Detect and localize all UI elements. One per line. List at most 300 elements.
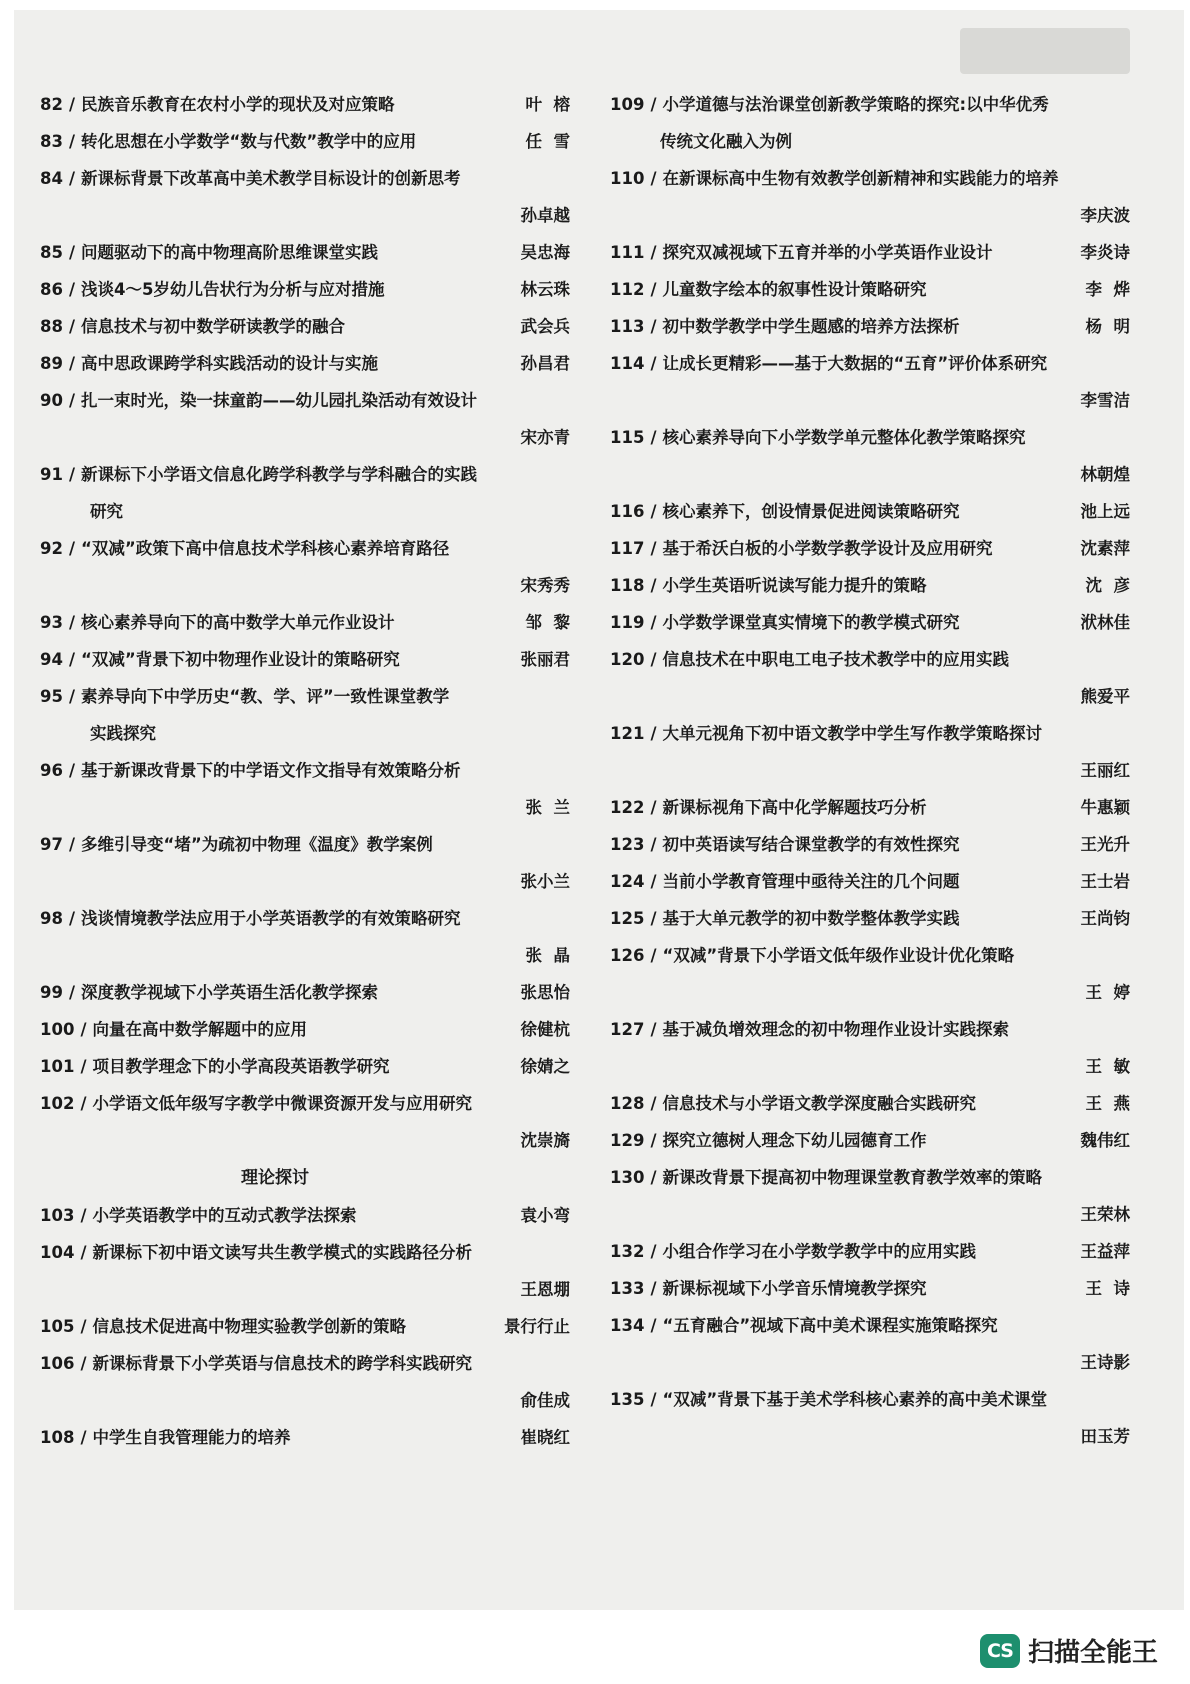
slash-separator: / xyxy=(650,428,657,447)
author-row xyxy=(610,456,1130,493)
page-number: 121 xyxy=(610,724,645,743)
article-title: 探究立德树人理念下幼儿园德育工作 xyxy=(662,1131,927,1150)
toc-entry-line xyxy=(40,1234,570,1271)
page-number: 92 xyxy=(40,539,63,558)
article-title: 当前小学教育管理中亟待关注的几个问题 xyxy=(662,872,960,891)
slash-separator: / xyxy=(80,1317,87,1336)
toc-entry xyxy=(40,345,570,382)
page-number: 99 xyxy=(40,983,63,1002)
toc-entry-line xyxy=(40,604,570,641)
author-row xyxy=(610,1196,1130,1233)
toc-entry-line xyxy=(40,900,570,937)
page-number: 134 xyxy=(610,1316,645,1335)
article-title: 信息技术促进高中物理实验教学创新的策略 xyxy=(92,1317,406,1336)
slash-separator: / xyxy=(650,1131,657,1150)
toc-entry xyxy=(610,641,1130,715)
slash-separator: / xyxy=(68,243,75,262)
article-title: “双减”背景下初中物理作业设计的策略研究 xyxy=(81,650,400,669)
article-title: 小学语文低年级写字教学中微课资源开发与应用研究 xyxy=(92,1094,472,1113)
article-title: 小学数学课堂真实情境下的教学模式研究 xyxy=(662,613,960,632)
article-title: 初中数学教学中学生题感的培养方法探析 xyxy=(662,317,960,336)
page-number: 108 xyxy=(40,1428,75,1447)
toc-entry-line xyxy=(40,1011,570,1048)
toc-entry xyxy=(40,678,570,752)
slash-separator: / xyxy=(68,465,75,484)
article-title: 新课标视角下高中化学解题技巧分析 xyxy=(662,798,927,817)
toc-entry xyxy=(40,160,570,234)
page-number: 83 xyxy=(40,132,63,151)
page-number: 89 xyxy=(40,354,63,373)
page-number: 84 xyxy=(40,169,63,188)
toc-entry xyxy=(40,604,570,641)
logo-text: 扫描全能王 xyxy=(1028,1638,1159,1668)
article-author: 王光升 xyxy=(1080,835,1130,854)
page-number: 104 xyxy=(40,1243,75,1262)
article-title: 初中英语读写结合课堂教学的有效性探究 xyxy=(662,835,960,854)
article-author: 徐婧之 xyxy=(520,1057,570,1076)
article-author: 徐健杭 xyxy=(520,1020,570,1039)
article-title: 浅谈情境教学法应用于小学英语教学的有效策略研究 xyxy=(81,909,461,928)
article-author: 王荣林 xyxy=(1080,1205,1130,1224)
page-number: 95 xyxy=(40,687,63,706)
slash-separator: / xyxy=(68,650,75,669)
toc-entry xyxy=(610,160,1130,234)
page-number: 115 xyxy=(610,428,645,447)
article-author: 田玉芳 xyxy=(1080,1427,1130,1446)
article-author: 牛惠颖 xyxy=(1080,798,1130,817)
article-author: 沈 彦 xyxy=(1085,576,1130,595)
toc-entry xyxy=(610,1233,1130,1270)
page-number: 126 xyxy=(610,946,645,965)
article-title: 深度教学视域下小学英语生活化教学探索 xyxy=(81,983,378,1002)
article-author: 王尚钧 xyxy=(1080,909,1130,928)
article-title: 新课改背景下提高初中物理课堂教育教学效率的策略 xyxy=(662,1168,1042,1187)
article-author: 俞佳成 xyxy=(520,1391,570,1410)
toc-entry-line xyxy=(610,419,1130,456)
toc-entry xyxy=(610,789,1130,826)
page-number: 82 xyxy=(40,95,63,114)
toc-entry xyxy=(610,1381,1130,1455)
author-row xyxy=(610,197,1130,234)
slash-separator: / xyxy=(80,1428,87,1447)
toc-entry-line xyxy=(40,974,570,1011)
article-title: 新课标下小学语文信息化跨学科教学与学科融合的实践 xyxy=(81,465,477,484)
toc-entry-line xyxy=(610,900,1130,937)
slash-separator: / xyxy=(80,1057,87,1076)
toc-entry xyxy=(610,1122,1130,1159)
author-row xyxy=(40,789,570,826)
slash-separator: / xyxy=(650,539,657,558)
author-row xyxy=(40,1382,570,1419)
toc-entry-line xyxy=(610,530,1130,567)
slash-separator: / xyxy=(68,95,75,114)
page-number: 97 xyxy=(40,835,63,854)
article-author: 林朝煌 xyxy=(1080,465,1130,484)
slash-separator: / xyxy=(650,502,657,521)
page-number: 122 xyxy=(610,798,645,817)
toc-entry-line xyxy=(40,1345,570,1382)
toc-entry xyxy=(610,86,1130,160)
toc-entry xyxy=(610,1270,1130,1307)
slash-separator: / xyxy=(68,613,75,632)
toc-entry-line xyxy=(40,345,570,382)
article-title: 转化思想在小学数学“数与代数”教学中的应用 xyxy=(81,132,417,151)
toc-entry-line xyxy=(40,1419,570,1456)
toc-entry xyxy=(40,382,570,456)
article-author: 王士岩 xyxy=(1080,872,1130,891)
article-author: 王 婷 xyxy=(1085,983,1130,1002)
article-author: 王恩堋 xyxy=(520,1280,570,1299)
toc-entry xyxy=(40,1308,570,1345)
author-row xyxy=(610,1048,1130,1085)
page-number: 127 xyxy=(610,1020,645,1039)
slash-separator: / xyxy=(650,909,657,928)
slash-separator: / xyxy=(650,317,657,336)
toc-entry xyxy=(610,567,1130,604)
article-author: 吴忠海 xyxy=(520,243,570,262)
slash-separator: / xyxy=(68,539,75,558)
slash-separator: / xyxy=(80,1094,87,1113)
article-title: 儿童数字绘本的叙事性设计策略研究 xyxy=(662,280,927,299)
slash-separator: / xyxy=(650,835,657,854)
author-row xyxy=(610,382,1130,419)
toc-entry-line xyxy=(40,382,570,419)
toc-entry-line xyxy=(40,530,570,567)
page-number: 105 xyxy=(40,1317,75,1336)
toc-entry-line xyxy=(40,456,570,493)
slash-separator: / xyxy=(650,1020,657,1039)
page-number: 125 xyxy=(610,909,645,928)
slash-separator: / xyxy=(650,724,657,743)
article-author: 孙昌君 xyxy=(520,354,570,373)
toc-right-column xyxy=(610,86,1130,1455)
toc-entry-line xyxy=(610,641,1130,678)
page-number: 93 xyxy=(40,613,63,632)
toc-entry xyxy=(40,530,570,604)
article-author: 张 晶 xyxy=(525,946,570,965)
article-title: 素养导向下中学历史“教、学、评”一致性课堂教学 xyxy=(81,687,450,706)
article-title-continued: 传统文化融入为例 xyxy=(660,132,792,151)
article-author: 沈崇旖 xyxy=(520,1131,570,1150)
toc-entry xyxy=(610,345,1130,419)
slash-separator: / xyxy=(650,169,657,188)
page-number: 116 xyxy=(610,502,645,521)
article-title: 信息技术与小学语文教学深度融合实践研究 xyxy=(662,1094,976,1113)
page-number: 100 xyxy=(40,1020,75,1039)
article-author: 李庆波 xyxy=(1080,206,1130,225)
page-number: 114 xyxy=(610,354,645,373)
article-title: 小学英语教学中的互动式教学法探索 xyxy=(92,1206,357,1225)
toc-entry-line xyxy=(610,1233,1130,1270)
page-number: 130 xyxy=(610,1168,645,1187)
toc-entry-line xyxy=(610,863,1130,900)
toc-entry-line xyxy=(610,937,1130,974)
toc-entry xyxy=(40,1085,570,1159)
page-number: 91 xyxy=(40,465,63,484)
article-author: 林云珠 xyxy=(520,280,570,299)
toc-entry-line xyxy=(40,123,570,160)
toc-entry xyxy=(40,826,570,900)
toc-entry xyxy=(40,974,570,1011)
article-author: 任 雪 xyxy=(525,132,570,151)
article-author: 叶 榕 xyxy=(525,95,570,114)
page-number: 102 xyxy=(40,1094,75,1113)
toc-entry xyxy=(610,826,1130,863)
article-author: 袁小弯 xyxy=(520,1206,570,1225)
article-title: 信息技术在中职电工电子技术教学中的应用实践 xyxy=(662,650,1009,669)
article-author: 王诗影 xyxy=(1080,1353,1130,1372)
article-author: 熊爱平 xyxy=(1080,687,1130,706)
page-number: 111 xyxy=(610,243,645,262)
article-author: 张丽君 xyxy=(520,650,570,669)
toc-entry-line xyxy=(610,308,1130,345)
toc-entry-line xyxy=(610,1270,1130,1307)
page-number: 101 xyxy=(40,1057,75,1076)
slash-separator: / xyxy=(650,1316,657,1335)
toc-entry xyxy=(610,604,1130,641)
slash-separator: / xyxy=(68,761,75,780)
article-title: 在新课标高中生物有效教学创新精神和实践能力的培养 xyxy=(662,169,1059,188)
article-author: 王益萍 xyxy=(1080,1242,1130,1261)
article-title: 扎一束时光，染一抹童韵——幼儿园扎染活动有效设计 xyxy=(81,391,477,410)
header-tab-shading xyxy=(960,28,1130,74)
slash-separator: / xyxy=(68,354,75,373)
toc-entry xyxy=(40,234,570,271)
toc-entry-line xyxy=(610,1085,1130,1122)
article-title: “双减”政策下高中信息技术学科核心素养培育路径 xyxy=(81,539,450,558)
article-author: 宋秀秀 xyxy=(520,576,570,595)
author-row xyxy=(610,678,1130,715)
author-row xyxy=(40,863,570,900)
article-author: 景行行止 xyxy=(504,1317,570,1336)
toc-entry-line xyxy=(40,678,570,715)
slash-separator: / xyxy=(650,243,657,262)
toc-entry xyxy=(40,752,570,826)
page-number: 98 xyxy=(40,909,63,928)
article-title: 新课标背景下改革高中美术教学目标设计的创新思考 xyxy=(81,169,461,188)
article-title: 小组合作学习在小学数学教学中的应用实践 xyxy=(662,1242,976,1261)
article-author: 邹 黎 xyxy=(525,613,570,632)
toc-entry xyxy=(40,456,570,530)
toc-entry xyxy=(610,900,1130,937)
slash-separator: / xyxy=(68,687,75,706)
slash-separator: / xyxy=(650,280,657,299)
slash-separator: / xyxy=(650,650,657,669)
article-author: 杨 明 xyxy=(1085,317,1130,336)
article-author: 洑林佳 xyxy=(1080,613,1130,632)
toc-entry-line xyxy=(610,1381,1130,1418)
toc-entry-line xyxy=(610,86,1130,123)
toc-entry-line xyxy=(40,752,570,789)
page-number: 135 xyxy=(610,1390,645,1409)
article-author: 王丽红 xyxy=(1080,761,1130,780)
toc-entry-line xyxy=(610,493,1130,530)
article-author: 王 燕 xyxy=(1085,1094,1130,1113)
section-title: 理论探讨 xyxy=(241,1168,309,1188)
toc-entry xyxy=(610,937,1130,1011)
author-row xyxy=(40,419,570,456)
article-title: 核心素养导向下小学数学单元整体化教学策略探究 xyxy=(662,428,1026,447)
article-author: 李雪洁 xyxy=(1080,391,1130,410)
article-author: 李炎诗 xyxy=(1080,243,1130,262)
author-row xyxy=(610,1344,1130,1381)
article-title: 基于希沃白板的小学数学教学设计及应用研究 xyxy=(662,539,993,558)
cs-logo-icon: CS xyxy=(980,1634,1020,1668)
toc-entry-line xyxy=(40,1085,570,1122)
page-number: 109 xyxy=(610,95,645,114)
slash-separator: / xyxy=(80,1243,87,1262)
page-number: 133 xyxy=(610,1279,645,1298)
toc-entry xyxy=(40,1234,570,1308)
toc-entry-line xyxy=(40,271,570,308)
article-title: 信息技术与初中数学研读教学的融合 xyxy=(81,317,345,336)
author-row xyxy=(610,974,1130,1011)
page-number: 94 xyxy=(40,650,63,669)
slash-separator: / xyxy=(68,835,75,854)
author-row xyxy=(40,937,570,974)
toc-entry-line xyxy=(40,1308,570,1345)
toc-entry-line xyxy=(610,271,1130,308)
toc-entry-line xyxy=(40,826,570,863)
article-title: 让成长更精彩——基于大数据的“五育”评价体系研究 xyxy=(662,354,1048,373)
article-title: 核心素养导向下的高中数学大单元作业设计 xyxy=(81,613,395,632)
toc-entry xyxy=(610,234,1130,271)
article-title: 基于减负增效理念的初中物理作业设计实践探索 xyxy=(662,1020,1009,1039)
toc-entry xyxy=(610,863,1130,900)
article-author: 张 兰 xyxy=(525,798,570,817)
article-author: 宋亦青 xyxy=(520,428,570,447)
toc-entry xyxy=(40,1345,570,1419)
toc-entry-line xyxy=(610,160,1130,197)
page-number: 90 xyxy=(40,391,63,410)
page-number: 129 xyxy=(610,1131,645,1150)
article-author: 张小兰 xyxy=(520,872,570,891)
toc-entry xyxy=(40,900,570,974)
article-title: 多维引导变“堵”为疏初中物理《温度》教学案例 xyxy=(81,835,433,854)
slash-separator: / xyxy=(68,909,75,928)
slash-separator: / xyxy=(650,613,657,632)
article-title: “五育融合”视域下高中美术课程实施策略探究 xyxy=(662,1316,998,1335)
article-title: 中学生自我管理能力的培养 xyxy=(92,1428,291,1447)
article-author: 王 敏 xyxy=(1085,1057,1130,1076)
article-author: 孙卓越 xyxy=(520,206,570,225)
toc-entry-line xyxy=(610,604,1130,641)
toc-entry xyxy=(610,715,1130,789)
page-number: 86 xyxy=(40,280,63,299)
slash-separator: / xyxy=(650,95,657,114)
article-title-continued: 研究 xyxy=(90,502,123,521)
toc-entry-line xyxy=(40,234,570,271)
page-number: 106 xyxy=(40,1354,75,1373)
toc-entry-line xyxy=(40,86,570,123)
slash-separator: / xyxy=(80,1354,87,1373)
article-title: 民族音乐教育在农村小学的现状及对应策略 xyxy=(81,95,395,114)
toc-entry-line xyxy=(610,789,1130,826)
toc-entry xyxy=(40,123,570,160)
slash-separator: / xyxy=(68,983,75,1002)
toc-entry-line xyxy=(610,826,1130,863)
page-number: 118 xyxy=(610,576,645,595)
slash-separator: / xyxy=(68,317,75,336)
article-author: 魏伟红 xyxy=(1080,1131,1130,1150)
author-row xyxy=(610,1418,1130,1455)
slash-separator: / xyxy=(650,576,657,595)
toc-entry-line xyxy=(610,715,1130,752)
article-title: 浅谈4～5岁幼儿告状行为分析与应对措施 xyxy=(81,280,385,299)
article-title-continued: 实践探究 xyxy=(90,724,156,743)
toc-entry-line xyxy=(610,345,1130,382)
author-row xyxy=(40,1271,570,1308)
page-number: 132 xyxy=(610,1242,645,1261)
toc-entry-line xyxy=(610,567,1130,604)
page-number: 113 xyxy=(610,317,645,336)
toc-entry xyxy=(40,86,570,123)
article-title: 核心素养下，创设情景促进阅读策略研究 xyxy=(662,502,960,521)
toc-entry xyxy=(610,419,1130,493)
slash-separator: / xyxy=(650,1242,657,1261)
toc-entry-line xyxy=(610,1159,1130,1196)
article-title: 新课标背景下小学英语与信息技术的跨学科实践研究 xyxy=(92,1354,472,1373)
slash-separator: / xyxy=(650,354,657,373)
page-number: 110 xyxy=(610,169,645,188)
article-author: 王 诗 xyxy=(1085,1279,1130,1298)
slash-separator: / xyxy=(68,169,75,188)
toc-entry xyxy=(40,1197,570,1234)
slash-separator: / xyxy=(650,1168,657,1187)
slash-separator: / xyxy=(68,132,75,151)
toc-entry-line xyxy=(40,1048,570,1085)
scanner-logo xyxy=(980,1632,1158,1669)
slash-separator: / xyxy=(650,1279,657,1298)
article-author: 张思怡 xyxy=(520,983,570,1002)
author-row xyxy=(40,1122,570,1159)
article-title: 大单元视角下初中语文教学中学生写作教学策略探讨 xyxy=(662,724,1042,743)
toc-entry xyxy=(40,1419,570,1456)
article-title: “双减”背景下基于美术学科核心素养的高中美术课堂 xyxy=(662,1390,1048,1409)
article-author: 李 烨 xyxy=(1085,280,1130,299)
toc-entry xyxy=(40,308,570,345)
page-number: 103 xyxy=(40,1206,75,1225)
page-number: 119 xyxy=(610,613,645,632)
slash-separator: / xyxy=(650,872,657,891)
slash-separator: / xyxy=(68,391,75,410)
slash-separator: / xyxy=(650,1390,657,1409)
toc-left-column xyxy=(40,86,570,1456)
toc-entry xyxy=(40,271,570,308)
article-title: 高中思政课跨学科实践活动的设计与实施 xyxy=(81,354,378,373)
article-title: 问题驱动下的高中物理高阶思维课堂实践 xyxy=(81,243,378,262)
page-number: 117 xyxy=(610,539,645,558)
slash-separator: / xyxy=(650,946,657,965)
author-row xyxy=(40,197,570,234)
toc-entry xyxy=(40,1011,570,1048)
article-title: 基于大单元教学的初中数学整体教学实践 xyxy=(662,909,960,928)
page-number: 85 xyxy=(40,243,63,262)
toc-entry-line xyxy=(610,1307,1130,1344)
page-number: 88 xyxy=(40,317,63,336)
article-title: 新课标下初中语文读写共生教学模式的实践路径分析 xyxy=(92,1243,472,1262)
toc-entry xyxy=(610,271,1130,308)
page-number: 124 xyxy=(610,872,645,891)
toc-entry xyxy=(610,1307,1130,1381)
toc-entry xyxy=(40,641,570,678)
toc-entry xyxy=(610,308,1130,345)
slash-separator: / xyxy=(650,798,657,817)
article-title: 新课标视域下小学音乐情境教学探究 xyxy=(662,1279,927,1298)
toc-entry-line xyxy=(610,1011,1130,1048)
toc-entry-line xyxy=(40,1197,570,1234)
toc-entry xyxy=(610,1011,1130,1085)
